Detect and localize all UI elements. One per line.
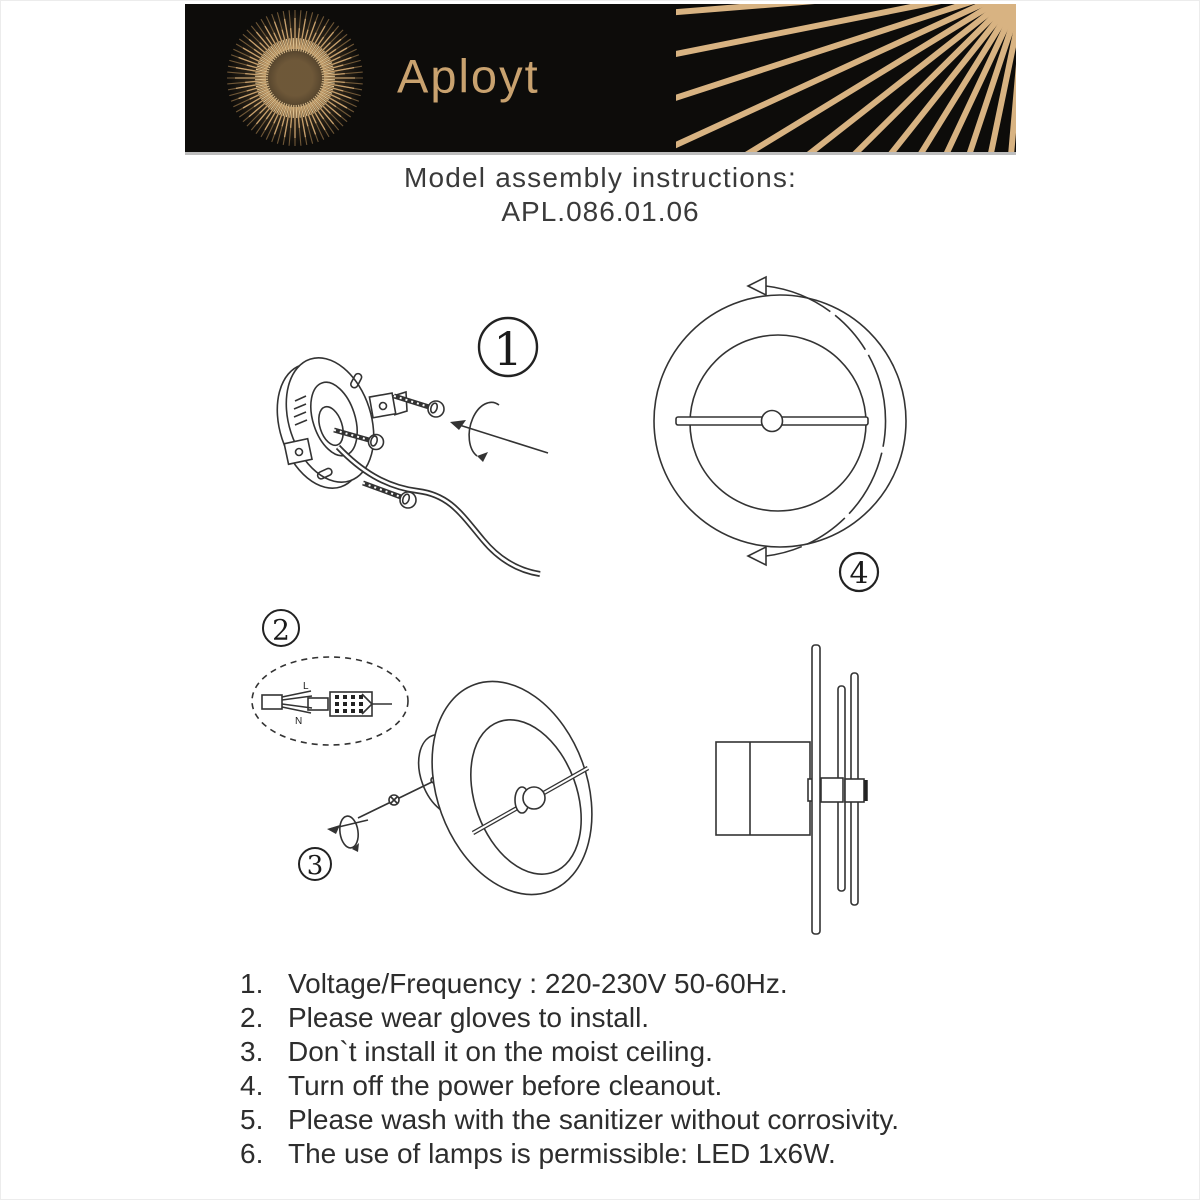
step2-diagram xyxy=(252,610,408,745)
rotation-icon xyxy=(450,402,548,462)
list-item xyxy=(240,1001,899,1035)
instruction-number: 3. xyxy=(240,1036,264,1067)
instruction-text: Don`t install it on the moist ceiling. xyxy=(288,1036,713,1067)
instruction-number: 6. xyxy=(240,1138,264,1169)
instruction-number: 1. xyxy=(240,968,264,999)
step3-diagram xyxy=(299,659,620,917)
step1-diagram xyxy=(262,318,548,574)
mount-block-left xyxy=(821,778,843,802)
instruction-text: Please wash with the sanitizer without corrosivity. xyxy=(288,1104,900,1135)
instruction-number: 2. xyxy=(240,1002,264,1033)
slat-long xyxy=(812,645,820,934)
instruction-text: The use of lamps is permissible: LED 1x6W. xyxy=(288,1138,836,1169)
list-item xyxy=(240,1103,899,1137)
step4-number: 4 xyxy=(849,556,869,592)
screw-rotation-icon xyxy=(327,815,368,852)
front-view-hub xyxy=(762,411,783,432)
step2-number: 2 xyxy=(272,613,290,647)
instruction-text: Voltage/Frequency : 220-230V 50-60Hz. xyxy=(288,968,788,999)
instruction-number: 5. xyxy=(240,1104,264,1135)
side-view-diagram xyxy=(716,645,866,934)
neutral-wire-label: N xyxy=(295,716,303,727)
lamp-disc-outer xyxy=(404,659,620,917)
mounting-plate-drawing xyxy=(262,346,407,499)
screw-drawing-top xyxy=(394,396,444,417)
wire-drawing xyxy=(338,447,540,574)
page-title: Model assembly instructions: xyxy=(403,162,798,193)
model-number: APL.086.01.06 xyxy=(501,196,700,227)
lamp-body-side xyxy=(716,742,810,835)
live-wire-label: L xyxy=(303,681,309,692)
brand-name: Aployt xyxy=(397,49,540,103)
list-item xyxy=(240,1035,899,1069)
step4-diagram xyxy=(654,277,906,592)
screw-leader-drawing xyxy=(358,782,432,818)
plate-tab-left xyxy=(284,439,312,465)
instruction-text: Turn off the power before cleanout. xyxy=(288,1070,723,1101)
list-item xyxy=(240,967,899,1001)
step1-number: 1 xyxy=(493,322,523,376)
instructions-list xyxy=(240,967,899,1171)
mount-block-right xyxy=(845,779,864,802)
connector-pins xyxy=(335,695,363,713)
wire-connector-drawing xyxy=(262,681,392,727)
instruction-text: Please wear gloves to install. xyxy=(288,1002,650,1033)
step3-number: 3 xyxy=(306,851,324,881)
instruction-number: 4. xyxy=(240,1070,264,1101)
list-item xyxy=(240,1137,899,1171)
list-item xyxy=(240,1069,899,1103)
